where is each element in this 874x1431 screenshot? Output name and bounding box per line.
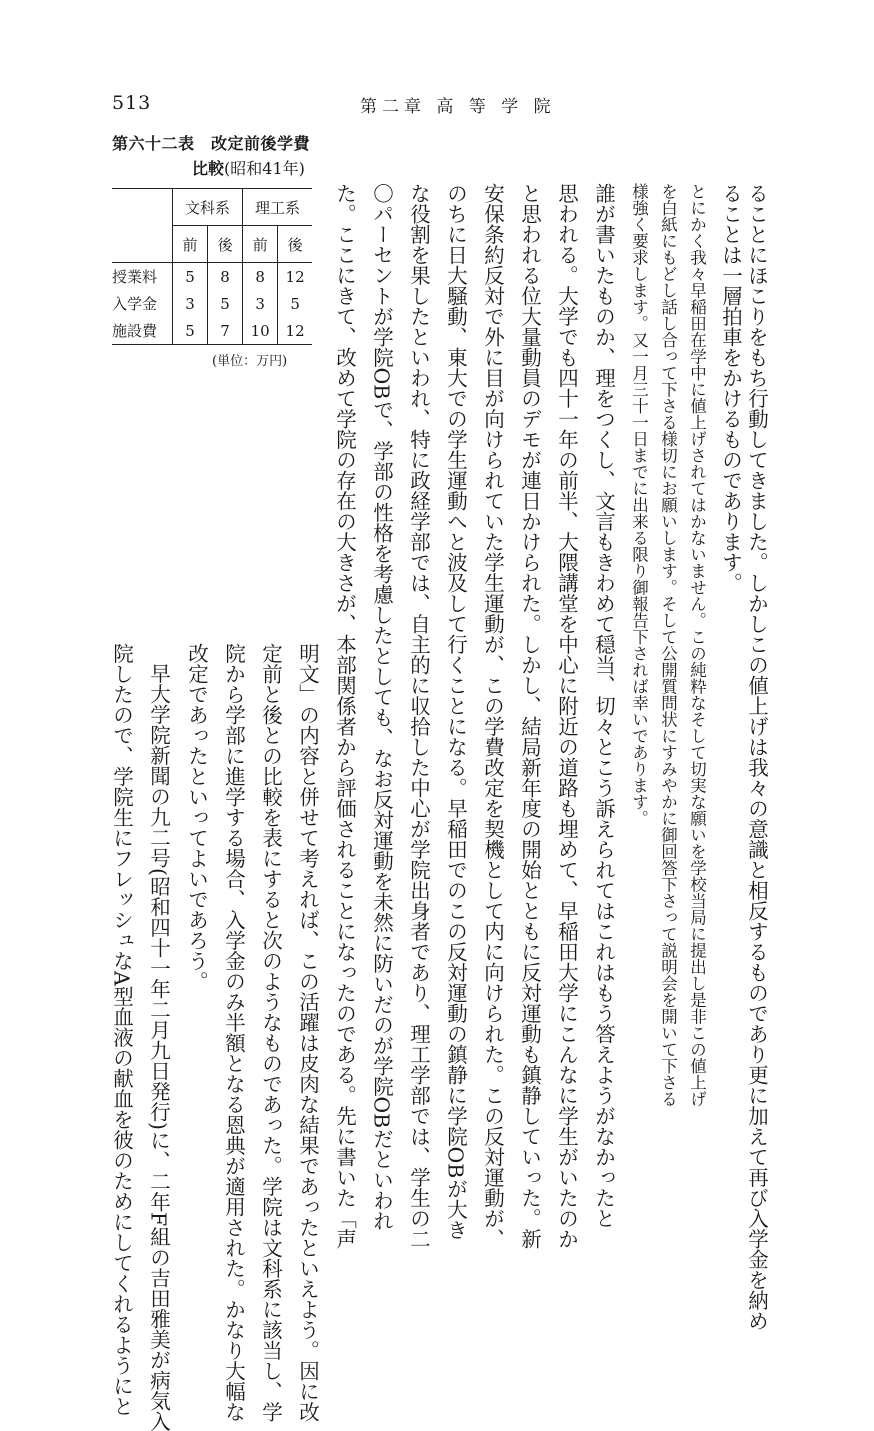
text-column: 定前と後との比較を表にすると次のようなものであった。学院は文科系に該当し、学 [258, 643, 283, 1422]
table-cell: 8 [208, 263, 243, 291]
text-column: 早大学院新聞の九二号(昭和四十一年二月九日発行)に、二年F組の吉田雅美が病気入 [146, 663, 171, 1431]
group-header-humanities: 文科系 [173, 189, 243, 226]
table-subtitle-paren: (昭和41年) [224, 159, 305, 178]
fee-comparison-table [112, 188, 312, 345]
page-number: 513 [112, 92, 152, 114]
text-column: 院から学部に進学する場合、入学金のみ半額となる恩典が適用された。かなり大幅な [221, 643, 246, 1422]
text-column: な役割を果したといわれ、特に政経学部では、自主的に収拾した中心が学院出身者であり、理工学部では、学生の二 [406, 183, 431, 1249]
text-column: 思われる。大学でも四十一年の前半、大隈講堂を中心に附近の道路も埋めて、早稲田大学にこんなに学生がいたのか [554, 183, 579, 1249]
table-cell: 5 [173, 317, 208, 345]
table-cell: 7 [208, 317, 243, 345]
table-cell: 10 [243, 317, 278, 345]
table-subtitle [192, 156, 305, 179]
table-cell: 5 [290, 294, 300, 313]
table-row [112, 263, 312, 291]
table-title: 第六十二表 改定前後学費 [112, 134, 311, 153]
table-cell: 5 [173, 263, 208, 291]
text-column: 〇パーセントが学院OBで、学部の性格を考慮したとしても、なお反対運動を未然に防いだのが学院OBだといわれ [369, 183, 394, 1231]
row-label: 授業料 [112, 263, 173, 291]
unit-note: (単位：万円) [212, 354, 288, 369]
text-column: 明文」の内容と併せて考えれば、この活躍は皮肉な結果であったといえよう。因に改 [295, 643, 320, 1422]
text-column: ることは一層拍車をかけるものであります。 [718, 183, 743, 593]
text-column: 院したので、学院生にフレッシュなA型血液の献血を彼のためにしてくれるようにと [109, 643, 134, 1417]
text-column: ることにほこりをもち行動してきました。しかしこの値上げは我々の意識と相反するものであり更に加えて再び入学金を納め [744, 183, 769, 1331]
text-column: 様強く要求します。又一月三十一日までに出来る限り御報告下されば幸いであります。 [629, 183, 649, 827]
sub-header-after: 後 [278, 226, 312, 263]
table-cell: 12 [278, 317, 312, 345]
group-header-science: 理工系 [243, 189, 312, 226]
table-cell: 3 [173, 290, 208, 317]
table-corner-cell [112, 226, 173, 263]
text-column: とにかく我々早稲田在学中に値上げされてはかないません。この純粋なそして切実な願いを学校当局に提出し是非この値上げ [687, 183, 707, 1107]
sub-header-after: 後 [208, 226, 243, 263]
running-title: 第二章 高 等 学 院 [360, 97, 556, 117]
row-label: 施設費 [112, 317, 173, 345]
table-cell: 5 [208, 290, 243, 317]
text-column: のちに日大騒動、東大での学生運動へと波及して行くことになる。早稲田でのこの反対運動の鎮静に学院OBが大き [443, 183, 468, 1240]
table-subtitle-main: 比較 [192, 159, 225, 178]
row-label: 入学金 [112, 290, 173, 317]
table-cell: 3 [243, 290, 278, 317]
text-column: と思われる位大量動員のデモが連日かけられた。しかし、結局新年度の開始とともに反対運動も鎮静していった。新 [517, 183, 542, 1249]
table-cell: 12 [285, 267, 305, 286]
sub-header-before: 前 [243, 226, 278, 263]
text-column: を白紙にもどし話し合って下さる様切にお願いします。そして公開質問状にすみやかに御回答下さって説明会を開いて下さる [658, 183, 678, 1107]
table-row [112, 317, 312, 345]
table-row [112, 290, 312, 317]
text-column: 誰が書いたものか、理をつくし、文言もきわめて穏当、切々とこう訴えられてはこれはもう答えようがなかったと [591, 183, 616, 1229]
table-cell: 8 [243, 263, 278, 291]
text-column: 安保条約反対で外に目が向けられていた学生運動が、この学費改定を契機として内に向けられた。この反対運動が、 [480, 183, 505, 1249]
text-column: 改定であったといってよいであろう。 [184, 643, 209, 992]
text-column: た。ここにきて、改めて学院の存在の大きさが、本部関係者から評価されることになったのである。先に書いた「声 [332, 183, 357, 1249]
table-corner-cell [112, 189, 173, 226]
sub-header-before: 前 [173, 226, 208, 263]
